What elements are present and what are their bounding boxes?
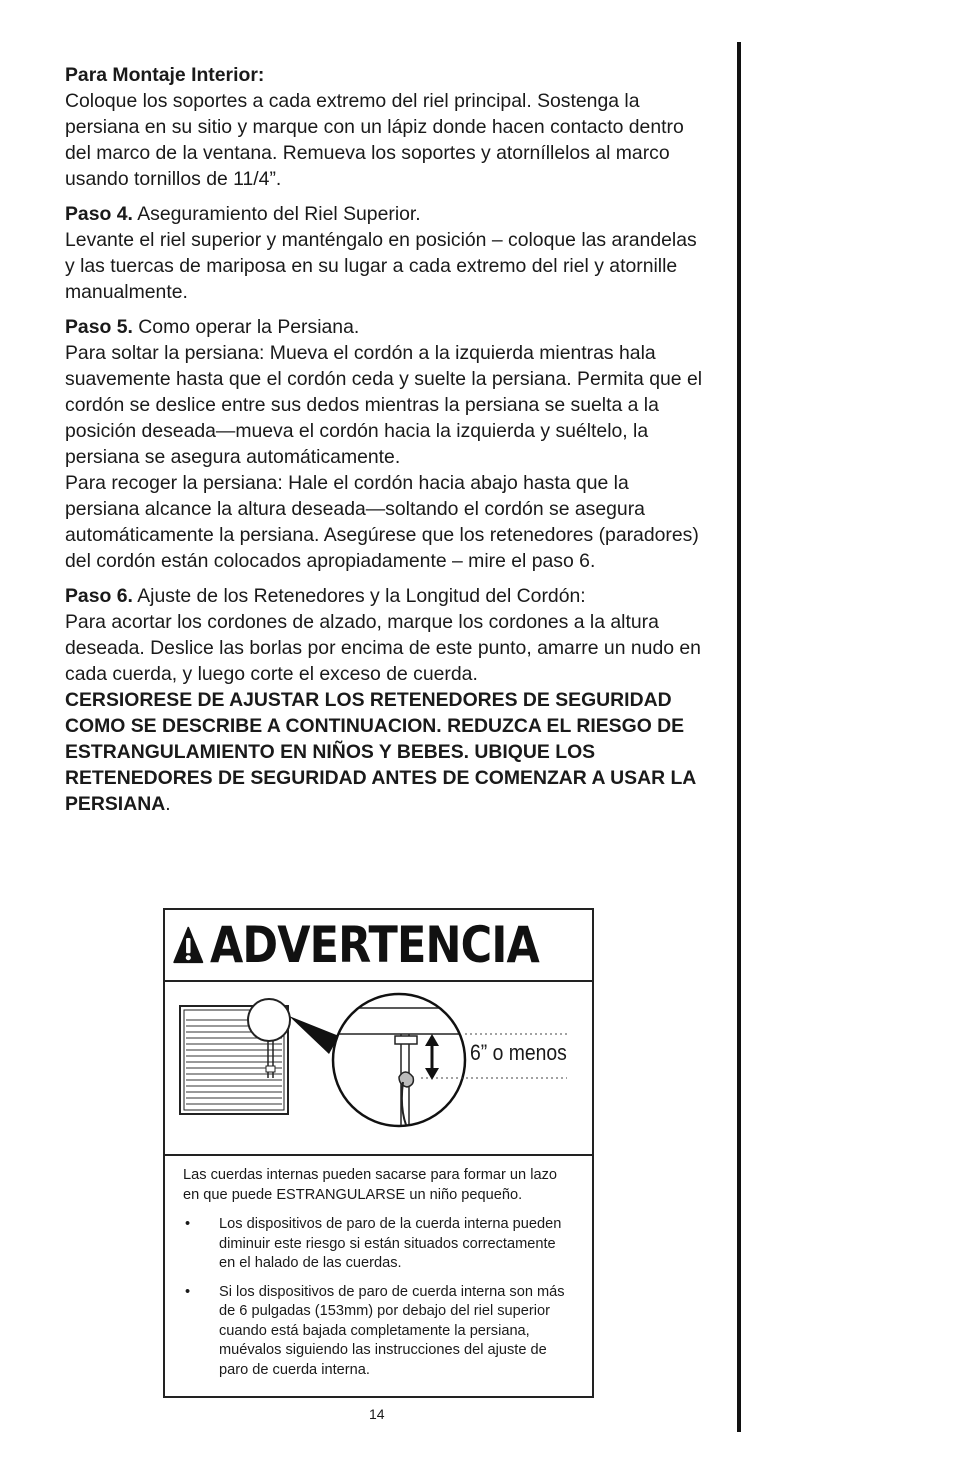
section-heading: Para Montaje Interior:	[65, 64, 265, 86]
main-text-column	[65, 62, 705, 826]
warning-figure	[165, 982, 592, 1156]
warning-triangle-icon	[173, 916, 204, 974]
figure-label: 6” o menos	[470, 1040, 567, 1065]
bullet-text: Los dispositivos de paro de la cuerda interna pueden diminuir este riesgo si están situados correctamente en el halado de las cuerdas.	[219, 1216, 562, 1271]
step-number: Paso 6.	[65, 585, 133, 607]
warning-intro: Las cuerdas internas pueden sacarse para formar un lazo en que puede ESTRANGULARSE un niño pequeño.	[183, 1167, 557, 1203]
section-body: Levante el riel superior y manténgalo en posición – coloque las arandelas y las tuercas de mariposa en su lugar a cada extremo del riel y atornille manualmente.	[65, 229, 697, 303]
caution-text	[65, 687, 705, 817]
section-step4	[65, 201, 705, 305]
section-mounting	[65, 62, 705, 192]
section-body: Para soltar la persiana: Mueva el cordón a la izquierda mientras hala suavemente hasta que el cordón ceda y suelte la persiana. Permita que el cordón se deslice entre sus dedos mientras la persiana se suelta a la posición deseada—mueva el cordón hacia la izquierda y suéltelo, la persiana se asegura automáticamente.	[65, 342, 703, 468]
list-item	[183, 1283, 574, 1381]
section-body-2: Para recoger la persiana: Hale el cordón hacia abajo hasta que la persiana alcance la altura deseada—soltando el cordón se asegura automáticamente la persiana. Asegúrese que los retenedores (paradores) del cordón están colocados apropiadamente – mire el paso 6.	[65, 472, 699, 572]
page-number: 14	[369, 1406, 385, 1422]
blind-diagram	[165, 982, 592, 1154]
warning-title: ADVERTENCIA	[209, 916, 539, 974]
step-number: Paso 4.	[65, 203, 133, 225]
bullet-text: Si los dispositivos de paro de cuerda interna son más de 6 pulgadas (153mm) por debajo del riel superior cuando está bajada completamente la persiana, muévalos siguiendo las instrucciones del ajuste de paro de cuerda interna.	[219, 1283, 565, 1378]
warning-label	[163, 908, 594, 1398]
section-body: Para acortar los cordones de alzado, marque los cordones a la altura deseada. Deslice las borlas por encima de este punto, amarre un nudo en cada cuerda, y luego corte el exceso de cuerda.	[65, 611, 701, 685]
step-number: Paso 5.	[65, 316, 133, 338]
step-title: Ajuste de los Retenedores y la Longitud del Cordón:	[132, 585, 586, 607]
vertical-rule	[737, 42, 741, 1432]
bullet-icon: •	[185, 1216, 191, 1232]
step-title: Aseguramiento del Riel Superior.	[132, 203, 421, 225]
bullet-icon: •	[185, 1283, 191, 1300]
warning-header	[165, 910, 592, 982]
section-step5	[65, 314, 705, 574]
caution-end: .	[165, 793, 171, 815]
section-body: Coloque los soportes a cada extremo del riel principal. Sostenga la persiana en su sitio y marque con un lápiz donde hacen contacto dentro del marco de la ventana. Remueva los soportes y atorníllelos al marco usando tornillos de 11/4”.	[65, 90, 684, 190]
section-step6	[65, 583, 705, 687]
list-item	[183, 1215, 574, 1274]
caution-caps: CERSIORESE DE AJUSTAR LOS RETENEDORES DE SEGURIDAD COMO SE DESCRIBE A CONTINUACION. REDUZCA EL RIESGO DE ESTRANGULAMIENTO EN NIÑOS Y BEBES. UBIQUE LOS RETENEDORES DE SEGURIDAD ANTES DE COMENZAR A USAR LA PERSIANA	[65, 689, 696, 815]
warning-text	[165, 1166, 592, 1380]
step-title: Como operar la Persiana.	[132, 316, 360, 338]
